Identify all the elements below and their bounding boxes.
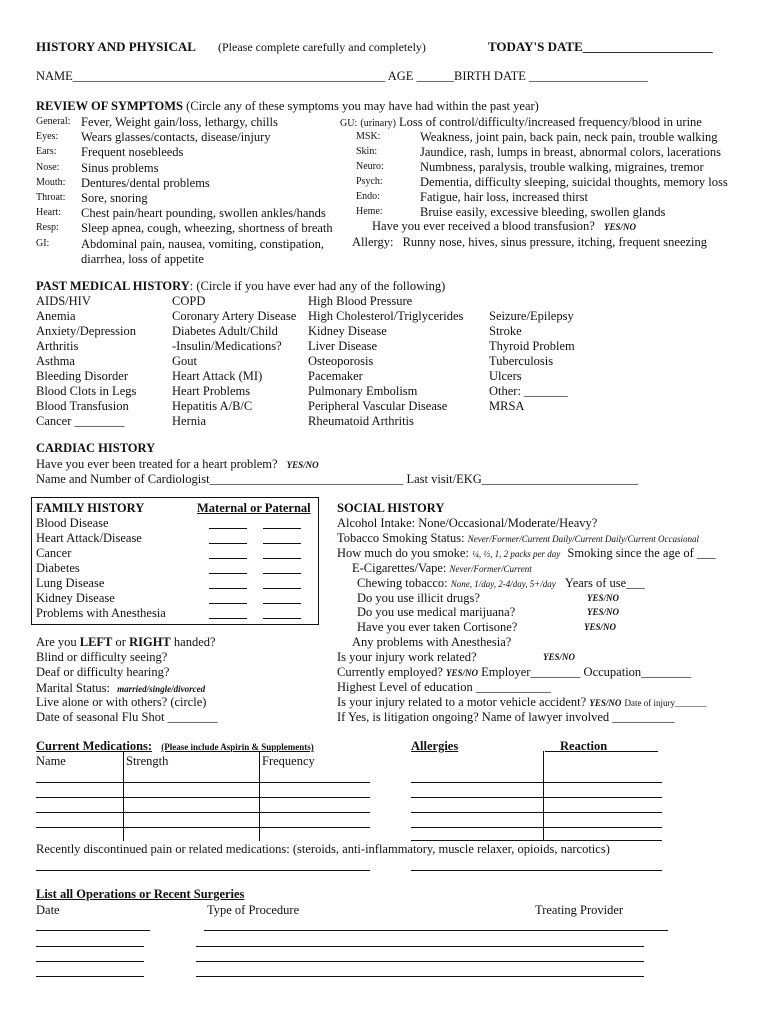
smoke-amount-label: How much do you smoke:	[337, 546, 469, 560]
ros-symptom-item[interactable]: Frequent nosebleeds	[81, 145, 184, 159]
years-of-use-field[interactable]: Years of use___	[564, 576, 645, 590]
ros-label: Ears:	[36, 146, 57, 157]
discontinued-medications-question: Recently discontinued pain or related medications: (steroids, anti-inflammatory, muscle relaxer, opioids, narcotics)	[36, 842, 610, 856]
surgeries-col-date: Date	[36, 903, 60, 917]
pmh-condition-item[interactable]: AIDS/HIV	[36, 294, 91, 308]
medications-col-strength: Strength	[126, 754, 169, 768]
surgery-date-line-1[interactable]	[36, 930, 150, 931]
form-instruction: (Please complete carefully and completely)	[218, 40, 426, 54]
work-related-yesno[interactable]: YES/NO	[543, 652, 576, 662]
handedness-suffix: handed?	[170, 635, 216, 649]
tobacco-status-row[interactable]	[337, 532, 699, 545]
pmh-condition-item[interactable]: High Blood Pressure	[308, 294, 413, 308]
family-history-paternal-blank[interactable]	[263, 543, 301, 544]
pmh-condition-item[interactable]: COPD	[172, 294, 206, 308]
allergies-title: Allergies	[411, 739, 459, 753]
ros-label: Eyes:	[36, 131, 59, 142]
ros-symptom-item[interactable]: Sore, snoring	[81, 191, 148, 205]
cardiologist-field[interactable]: Name and Number of Cardiologist_______________________________ Last visit/EKG_________________________	[36, 472, 639, 486]
family-history-item: Lung Disease	[36, 576, 105, 590]
pmh-condition-item[interactable]: Liver Disease	[308, 339, 378, 353]
smoke-amount-options[interactable]: ¼, ½, 1, 2 packs per day	[472, 549, 561, 559]
pmh-condition-item[interactable]: Rheumatoid Arthritis	[308, 414, 414, 428]
surgery-date-line-4[interactable]	[36, 976, 144, 977]
ros-transfusion-question: Have you ever received a blood transfusion?	[372, 219, 595, 233]
ros-label: GI:	[36, 238, 50, 249]
medication-line-2[interactable]	[36, 797, 370, 798]
live-alone-question[interactable]: Live alone or with others? (circle)	[36, 695, 207, 709]
ros-label: MSK:	[356, 131, 381, 142]
family-history-item: Cancer	[36, 546, 72, 560]
family-history-item: Kidney Disease	[36, 591, 115, 605]
ros-label: Resp:	[36, 222, 59, 233]
litigation-field[interactable]: If Yes, is litigation ongoing? Name of lawyer involved __________	[337, 710, 675, 724]
surgery-date-line-3[interactable]	[36, 961, 144, 962]
pmh-condition-item[interactable]: Arthritis	[36, 339, 79, 353]
allergy-line-2[interactable]	[411, 797, 662, 798]
family-history-maternal-blank[interactable]	[209, 528, 247, 529]
pmh-condition-item[interactable]: Peripheral Vascular Disease	[308, 399, 448, 413]
ros-symptom-item[interactable]: Bruise easily, excessive bleeding, swollen glands	[420, 205, 666, 219]
ros-label: Psych:	[356, 176, 383, 187]
chewing-tobacco-options[interactable]: None, 1/day, 2-4/day, 5+/day	[450, 579, 556, 589]
ros-gu-sub: (urinary)	[360, 118, 396, 129]
marijuana-yesno[interactable]: YES/NO	[587, 607, 620, 617]
handedness-right-option[interactable]: RIGHT	[129, 635, 171, 649]
surgeries-col-provider: Treating Provider	[535, 903, 624, 917]
marijuana-question: Do you use medical marijuana?	[357, 605, 516, 619]
pmh-condition-item[interactable]: Heart Attack (MI)	[172, 369, 263, 383]
illicit-drugs-question: Do you use illicit drugs?	[357, 591, 480, 605]
medications-col-frequency: Frequency	[262, 754, 315, 768]
ros-label: Neuro:	[356, 161, 384, 172]
reaction-title: Reaction	[560, 739, 608, 753]
ros-symptom-item[interactable]: Sinus problems	[81, 161, 159, 175]
family-history-item: Heart Attack/Disease	[36, 531, 142, 545]
handedness-or: or	[112, 635, 130, 649]
illicit-drugs-yesno[interactable]: YES/NO	[587, 593, 620, 603]
surgery-date-line-2[interactable]	[36, 946, 144, 947]
pmh-condition-item[interactable]: High Cholesterol/Triglycerides	[308, 309, 464, 323]
ros-label: Endo:	[356, 191, 380, 202]
ros-label: Mouth:	[36, 177, 66, 188]
ros-label: Skin:	[356, 146, 378, 157]
alcohol-intake-question[interactable]: Alcohol Intake: None/Occasional/Moderate/Heavy?	[337, 516, 598, 530]
allergy-line-1[interactable]	[411, 782, 662, 783]
handedness-question[interactable]	[36, 636, 216, 649]
ros-gu-label: GU:	[340, 118, 358, 129]
ros-gu-row[interactable]	[340, 116, 702, 129]
pmh-condition-item[interactable]: Pulmonary Embolism	[308, 384, 418, 398]
handedness-prefix: Are you	[36, 635, 80, 649]
surgery-procedure-line-2[interactable]	[196, 946, 644, 947]
pmh-instruction: : (Circle if you have ever had any of the following)	[189, 279, 446, 293]
cardiac-title: CARDIAC HISTORY	[36, 441, 156, 455]
pmh-condition-item[interactable]: Asthma	[36, 354, 75, 368]
medications-title: Current Medications:	[36, 739, 153, 753]
mva-yesno[interactable]: YES/NO	[589, 698, 622, 708]
ros-transfusion-yesno[interactable]: YES/NO	[603, 222, 636, 232]
family-history-maternal-blank[interactable]	[209, 543, 247, 544]
ros-allergy-row[interactable]	[352, 236, 707, 249]
ros-symptom-item[interactable]: Dementia, difficulty sleeping, suicidal thoughts, memory loss	[420, 175, 728, 189]
education-field[interactable]: Highest Level of education ____________	[337, 680, 551, 694]
medications-heading	[36, 740, 314, 753]
pmh-condition-item[interactable]: Pacemaker	[308, 369, 363, 383]
ecig-row[interactable]	[352, 562, 532, 575]
medication-line-3[interactable]	[36, 812, 370, 813]
employed-yesno[interactable]: YES/NO	[446, 668, 479, 678]
family-history-item: Problems with Anesthesia	[36, 606, 166, 620]
ros-gu-text: Loss of control/difficulty/increased frequency/blood in urine	[399, 115, 702, 129]
ros-symptom-item[interactable]: diarrhea, loss of appetite	[81, 252, 204, 266]
family-history-item: Blood Disease	[36, 516, 109, 530]
ros-symptom-item[interactable]: Jaundice, rash, lumps in breast, abnormal colors, lacerations	[420, 145, 721, 159]
chewing-tobacco-row[interactable]	[357, 577, 645, 590]
discontinued-line-1[interactable]	[36, 870, 370, 871]
ros-symptom-item[interactable]: Weakness, joint pain, back pain, neck pain, trouble walking	[420, 130, 718, 144]
mva-row[interactable]	[337, 696, 706, 709]
ros-transfusion-row[interactable]	[372, 220, 636, 233]
pmh-condition-item[interactable]: Hepatitis A/B/C	[172, 399, 253, 413]
anesthesia-problems-question[interactable]: Any problems with Anesthesia?	[352, 635, 512, 649]
ros-label: General:	[36, 116, 71, 127]
marital-status-label: Marital Status:	[36, 681, 110, 695]
pmh-condition-item[interactable]: Stroke	[489, 324, 522, 338]
ros-label: Heart:	[36, 207, 61, 218]
ros-symptom-item[interactable]: Chest pain/heart pounding, swollen ankles/hands	[81, 206, 326, 220]
family-history-maternal-blank[interactable]	[209, 588, 247, 589]
family-history-paternal-blank[interactable]	[263, 618, 301, 619]
pmh-condition-item[interactable]: Blood Transfusion	[36, 399, 129, 413]
ros-symptom-item[interactable]: Fatigue, hair loss, increased thirst	[420, 190, 589, 204]
cardiac-treated-row[interactable]	[36, 458, 319, 471]
employer-occupation-field[interactable]: Employer________ Occupation________	[481, 665, 692, 679]
flu-shot-field[interactable]: Date of seasonal Flu Shot ________	[36, 710, 218, 724]
family-history-item: Diabetes	[36, 561, 80, 575]
pmh-condition-item[interactable]: Coronary Artery Disease	[172, 309, 297, 323]
pmh-condition-item[interactable]: Heart Problems	[172, 384, 251, 398]
tobacco-status-options[interactable]: Never/Former/Current Daily/Current Daily/Current Occasional	[467, 534, 699, 544]
surgeries-col-type: Type of Procedure	[207, 903, 300, 917]
ros-title: REVIEW OF SYMPTOMS	[36, 99, 184, 113]
smoking-since-age-field[interactable]: Smoking since the age of ___	[567, 546, 716, 560]
marital-status-options[interactable]: married/single/divorced	[117, 684, 206, 694]
family-history-paternal-blank[interactable]	[263, 528, 301, 529]
ros-symptom-item[interactable]: Abdominal pain, nausea, vomiting, constipation,	[81, 237, 325, 251]
work-related-question: Is your injury work related?	[337, 650, 477, 664]
family-history-mp-header: Maternal or Paternal	[197, 501, 311, 515]
ecig-options[interactable]: Never/Former/Current	[449, 564, 532, 574]
cortisone-question: Have you ever taken Cortisone?	[357, 620, 518, 634]
pmh-condition-item[interactable]: Thyroid Problem	[489, 339, 575, 353]
pmh-condition-item[interactable]: Tuberculosis	[489, 354, 554, 368]
pmh-condition-item[interactable]: Blood Clots in Legs	[36, 384, 137, 398]
ros-symptom-item[interactable]: Dentures/dental problems	[81, 176, 210, 190]
ros-label: Nose:	[36, 162, 60, 173]
allergy-line-3[interactable]	[411, 812, 662, 813]
employed-question: Currently employed?	[337, 665, 443, 679]
family-history-title: FAMILY HISTORY	[36, 501, 145, 515]
ros-instruction: (Circle any of these symptoms you may have had within the past year)	[186, 99, 539, 113]
family-history-maternal-blank[interactable]	[209, 573, 247, 574]
pmh-condition-item[interactable]: -Insulin/Medications?	[172, 339, 282, 353]
allergy-line-4[interactable]	[411, 827, 662, 828]
employment-row[interactable]	[337, 666, 691, 679]
pmh-heading	[36, 280, 445, 293]
ros-allergy-text: Runny nose, hives, sinus pressure, itching, frequent sneezing	[402, 235, 708, 249]
mva-question: Is your injury related to a motor vehicle accident?	[337, 695, 587, 709]
medication-line-1[interactable]	[36, 782, 370, 783]
social-history-title: SOCIAL HISTORY	[337, 501, 445, 515]
pmh-condition-item[interactable]: Gout	[172, 354, 197, 368]
surgery-procedure-line-4[interactable]	[196, 976, 644, 977]
ros-symptom-item[interactable]: Numbness, paralysis, trouble walking, migraines, tremor	[420, 160, 704, 174]
date-of-injury-field[interactable]: Date of injury_______	[624, 698, 707, 708]
cortisone-yesno[interactable]: YES/NO	[584, 622, 617, 632]
surgeries-title: List all Operations or Recent Surgeries	[36, 887, 245, 901]
marital-status-row[interactable]	[36, 682, 205, 695]
family-history-maternal-blank[interactable]	[209, 603, 247, 604]
family-history-paternal-blank[interactable]	[263, 558, 301, 559]
deaf-question[interactable]: Deaf or difficulty hearing?	[36, 665, 170, 679]
ros-label: Throat:	[36, 192, 66, 203]
ros-heading	[36, 100, 539, 113]
ros-symptom-item[interactable]: Fever, Weight gain/loss, lethargy, chills	[81, 115, 278, 129]
pmh-condition-item[interactable]: Anemia	[36, 309, 76, 323]
pmh-condition-item[interactable]: Kidney Disease	[308, 324, 387, 338]
family-history-maternal-blank[interactable]	[209, 618, 247, 619]
allergy-line-5[interactable]	[411, 840, 662, 841]
surgery-procedure-line-1[interactable]	[204, 930, 668, 931]
pmh-condition-item[interactable]: Ulcers	[489, 369, 522, 383]
pmh-condition-item[interactable]: Anxiety/Depression	[36, 324, 136, 338]
surgery-procedure-line-3[interactable]	[196, 961, 644, 962]
family-history-paternal-blank[interactable]	[263, 588, 301, 589]
cardiac-treated-yesno[interactable]: YES/NO	[286, 460, 319, 470]
pmh-title: PAST MEDICAL HISTORY	[36, 279, 190, 293]
pmh-condition-item[interactable]: Bleeding Disorder	[36, 369, 128, 383]
discontinued-line-2[interactable]	[411, 870, 662, 871]
family-history-maternal-blank[interactable]	[209, 558, 247, 559]
ecig-label: E-Cigarettes/Vape:	[352, 561, 447, 575]
form-title: HISTORY AND PHYSICAL	[36, 39, 196, 54]
family-history-paternal-blank[interactable]	[263, 573, 301, 574]
pmh-condition-item[interactable]: Hernia	[172, 414, 207, 428]
medication-line-4[interactable]	[36, 827, 370, 828]
name-age-birthdate-field[interactable]: NAME__________________________________________________ AGE ______BIRTH DATE ___________________	[36, 69, 648, 83]
ros-symptom-item[interactable]: Wears glasses/contacts, disease/injury	[81, 130, 271, 144]
reaction-underline	[545, 751, 658, 752]
medications-note: (Please include Aspirin & Supplements)	[161, 742, 314, 752]
pmh-condition-item[interactable]: MRSA	[489, 399, 525, 413]
handedness-left-option[interactable]: LEFT	[79, 635, 113, 649]
pmh-condition-item[interactable]: Cancer ________	[36, 414, 125, 428]
chewing-tobacco-label: Chewing tobacco:	[357, 576, 448, 590]
ros-label: Heme:	[356, 206, 383, 217]
todays-date-field[interactable]: TODAY'S DATE____________________	[488, 39, 713, 54]
ros-symptom-item[interactable]: Sleep apnea, cough, wheezing, shortness of breath	[81, 221, 333, 235]
medications-col-name: Name	[36, 754, 66, 768]
pmh-condition-item[interactable]: Osteoporosis	[308, 354, 374, 368]
cardiac-treated-question: Have you ever been treated for a heart problem?	[36, 457, 278, 471]
pmh-condition-item[interactable]: Diabetes Adult/Child	[172, 324, 278, 338]
pmh-condition-item[interactable]: Seizure/Epilepsy	[489, 309, 574, 323]
blind-question[interactable]: Blind or difficulty seeing?	[36, 650, 168, 664]
pmh-condition-item[interactable]: Other: _______	[489, 384, 568, 398]
smoke-amount-row[interactable]	[337, 547, 716, 560]
family-history-paternal-blank[interactable]	[263, 603, 301, 604]
ros-allergy-label: Allergy:	[352, 235, 394, 249]
tobacco-status-label: Tobacco Smoking Status:	[337, 531, 465, 545]
